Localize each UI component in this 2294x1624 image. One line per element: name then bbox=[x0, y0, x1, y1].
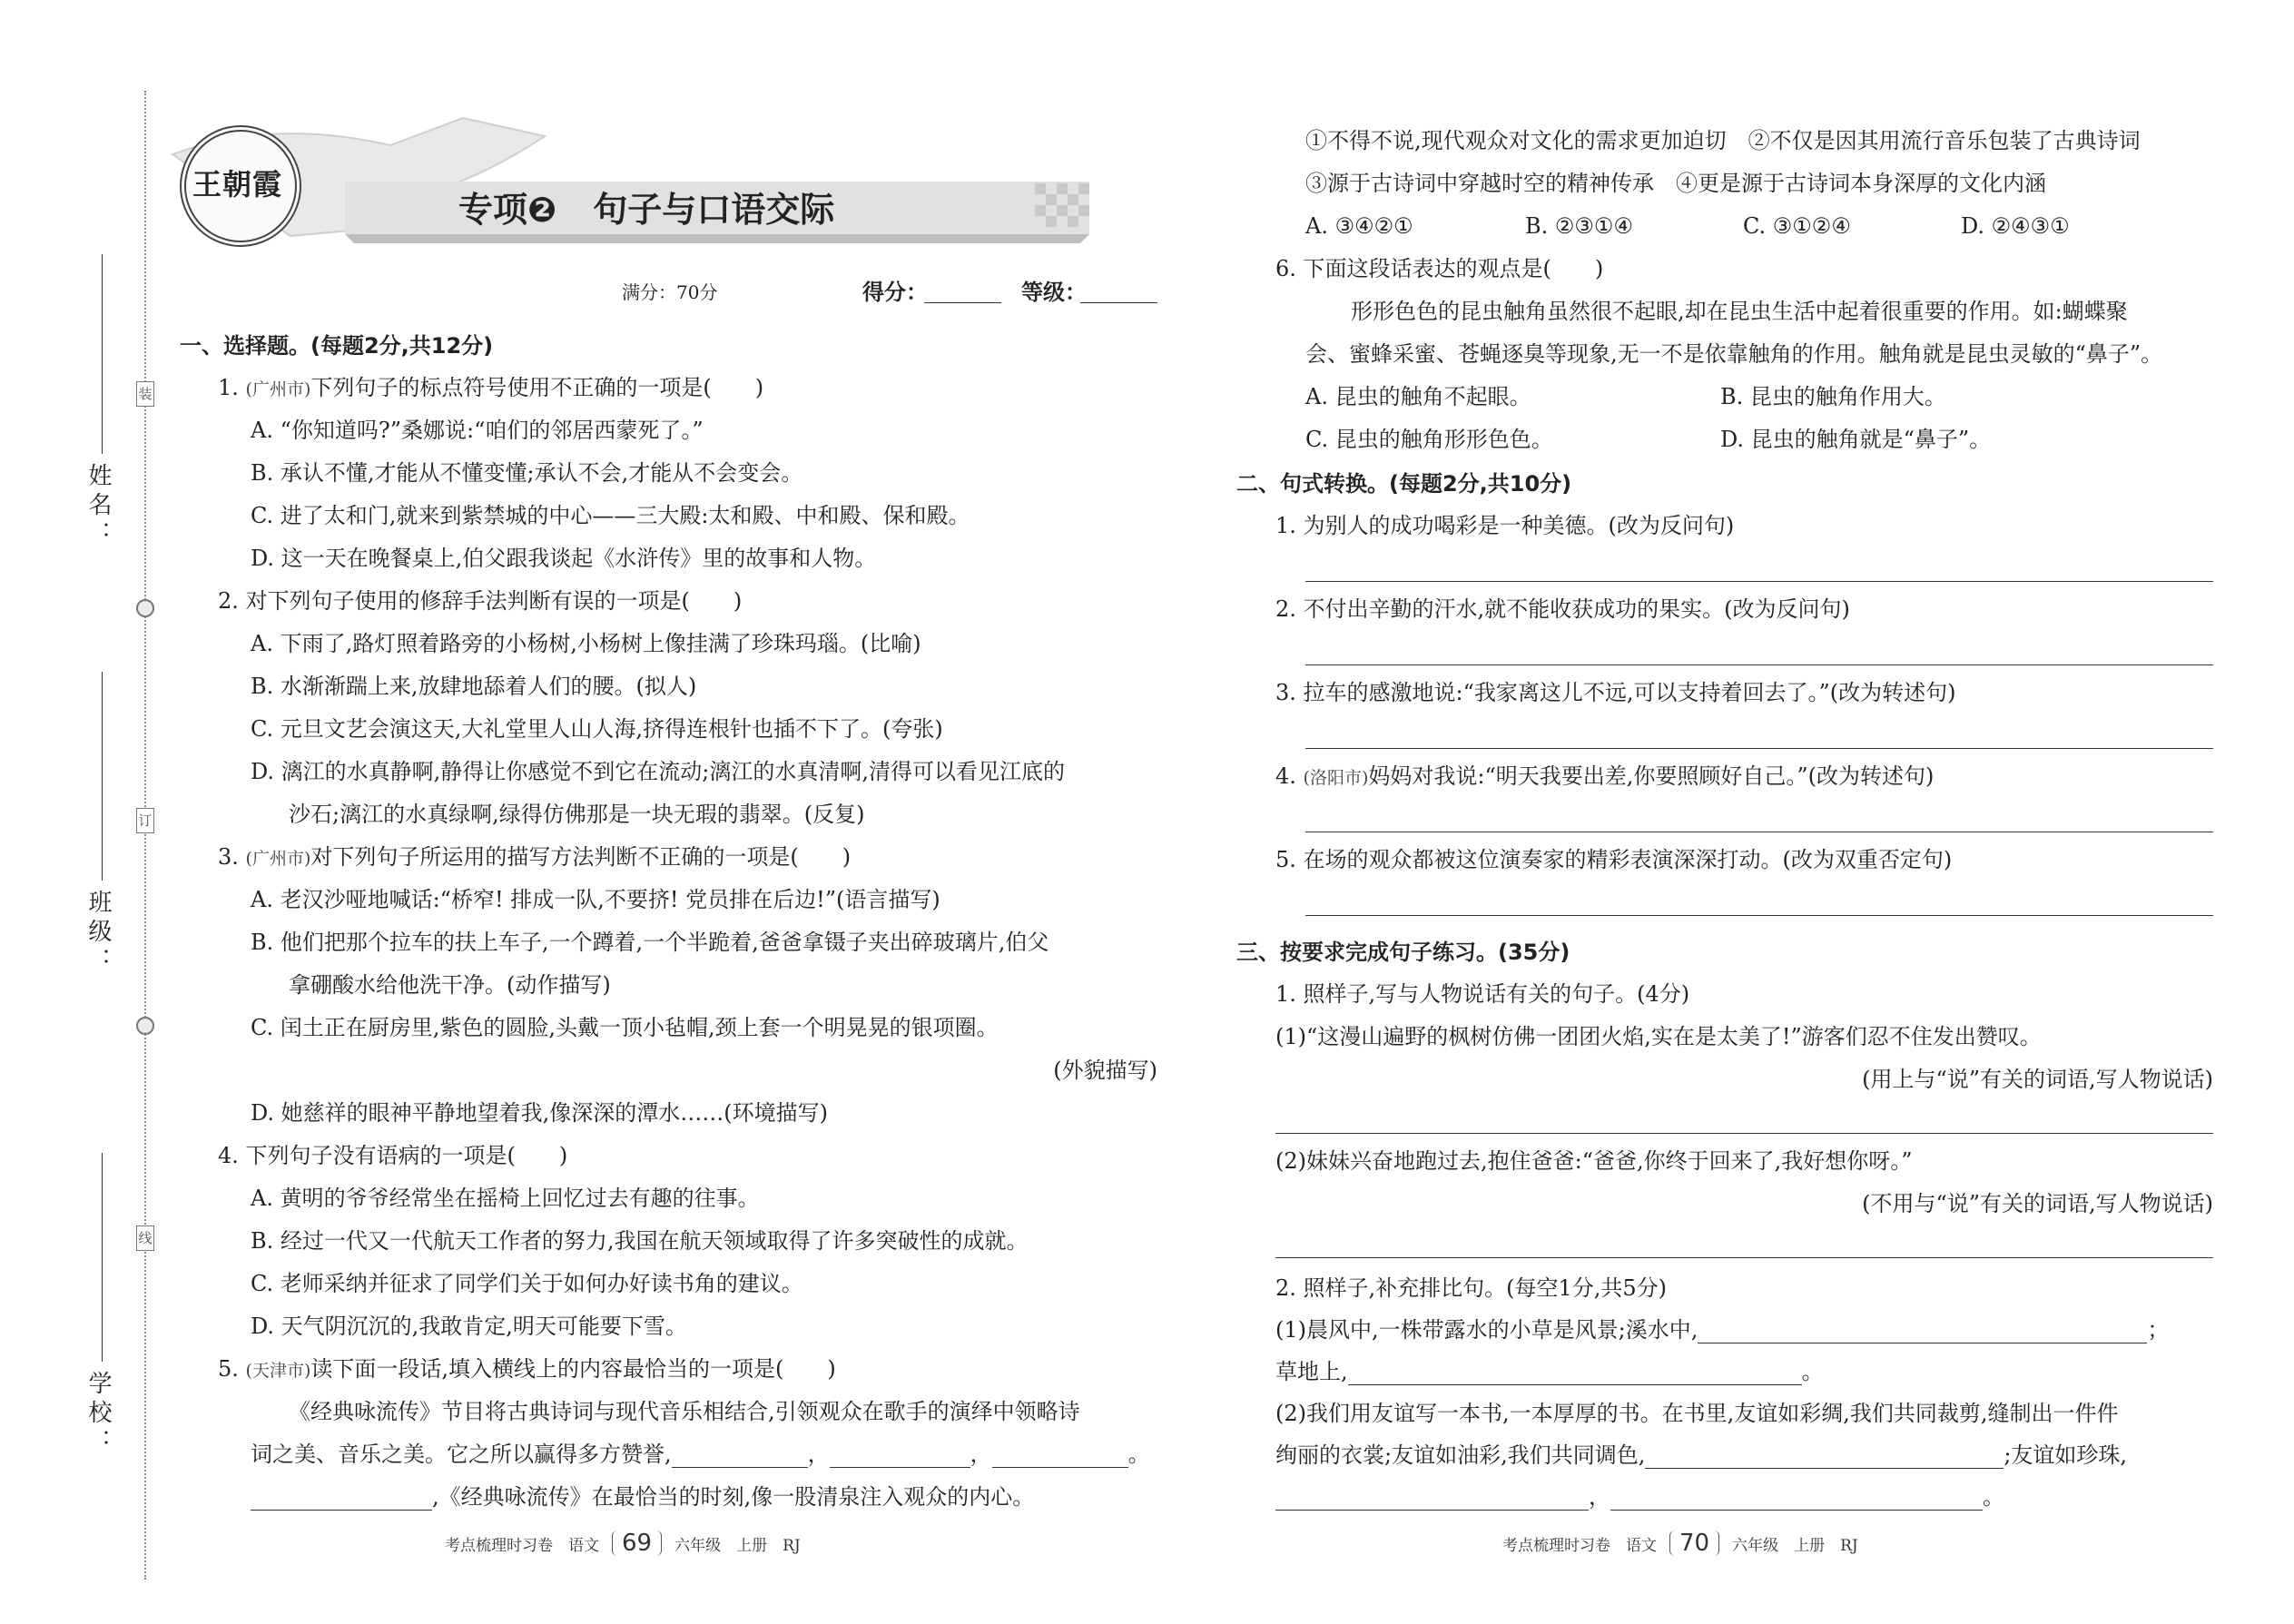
q2-option-d[interactable]: D. 漓江的水真静啊,静得让你感觉不到它在流动;漓江的水真清啊,清得可以看见江底的 bbox=[251, 759, 1065, 784]
q3-stem: 3. (广州市)对下列句子所运用的描写方法判断不正确的一项是( ) bbox=[218, 844, 852, 870]
q6-option-a[interactable]: A. 昆虫的触角不起眼。 bbox=[1305, 384, 1531, 409]
class-line[interactable] bbox=[102, 672, 103, 881]
q2-stem: 2. 对下列句子使用的修辞手法判断有误的一项是( ) bbox=[218, 588, 743, 614]
title-prefix: 专项 bbox=[458, 190, 528, 230]
q1-option-d[interactable]: D. 这一天在晚餐桌上,伯父跟我谈起《水浒传》里的故事和人物。 bbox=[251, 546, 877, 571]
q6-option-b[interactable]: B. 昆虫的触角作用大。 bbox=[1720, 384, 1946, 409]
q5-passage-line-3: ,《经典咏流传》在最恰当的时刻,像一股清泉注入观众的内心。 bbox=[251, 1483, 1034, 1511]
school-line[interactable] bbox=[102, 1153, 103, 1362]
dotted-cut-line bbox=[144, 91, 146, 1580]
s3-q2-blank-4[interactable] bbox=[1275, 1486, 1589, 1511]
q5-option-c[interactable]: C. ③①②④ bbox=[1743, 213, 1851, 239]
q1-option-c[interactable]: C. 进了太和门,就来到紫禁城的中心——三大殿:太和殿、中和殿、保和殿。 bbox=[251, 503, 970, 528]
s2-q4: 4. (洛阳市)妈妈对我说:“明天我要出差,你要照顾好自己。”(改为转述句) bbox=[1275, 763, 1935, 789]
s2-q4-source: (洛阳市) bbox=[1303, 768, 1369, 788]
score-blank[interactable] bbox=[924, 302, 1001, 303]
q5-option-b[interactable]: B. ②③①④ bbox=[1525, 213, 1633, 239]
q5-passage-line-2: 词之美、音乐之美。它之所以赢得多方赞誉, ， ， 。 bbox=[251, 1442, 1150, 1467]
grade-blank[interactable] bbox=[1080, 302, 1157, 303]
q3-option-b-cont: 拿硼酸水给他洗干净。(动作描写) bbox=[289, 972, 611, 998]
right-footer bbox=[1502, 1530, 1858, 1557]
q4-option-b[interactable]: B. 经过一代又一代航天工作者的努力,我国在航天领域取得了许多突破性的成就。 bbox=[251, 1228, 1029, 1254]
s2-q1-answer-line[interactable] bbox=[1305, 581, 2213, 582]
q5-option-a[interactable]: A. ③④②① bbox=[1305, 213, 1413, 239]
binding-mark-xian: 线 bbox=[136, 1225, 154, 1251]
q4-option-c[interactable]: C. 老师采纳并征求了同学们关于如何办好读书角的建议。 bbox=[251, 1271, 803, 1296]
q4-stem: 4. 下列句子没有语病的一项是( ) bbox=[218, 1143, 568, 1168]
q5-choice-line-2: ③源于古诗词中穿越时空的精神传承 ④更是源于古诗词本身深厚的文化内涵 bbox=[1305, 171, 2046, 196]
s2-q3: 3. 拉车的感激地说:“我家离这儿不远,可以支持着回去了。”(改为转述句) bbox=[1275, 680, 1956, 705]
binding-mark-zhuang: 装 bbox=[136, 381, 154, 407]
s3-q1: 1. 照样子,写与人物说话有关的句子。(4分) bbox=[1275, 981, 1690, 1007]
q6-stem: 6. 下面这段话表达的观点是( ) bbox=[1275, 256, 1604, 281]
s3-q1-example-1: (1)“这漫山遍野的枫树仿佛一团团火焰,实在是太美了!”游客们忍不住发出赞叹。 bbox=[1275, 1024, 2042, 1049]
left-page-number: 69 bbox=[612, 1530, 662, 1556]
s3-q2-item-2-cont: 绚丽的衣裳;友谊如油彩,我们共同调色, ;友谊如珍珠, bbox=[1275, 1442, 2128, 1468]
s3-q1-example-2: (2)妹妹兴奋地跑过去,抱住爸爸:“爸爸,你终于回来了,我好想你呀。” bbox=[1275, 1148, 1913, 1174]
s3-q2-item-1: (1)晨风中,一株带露水的小草是风景;溪水中, ； bbox=[1275, 1317, 2170, 1343]
logo-text: 王朝霞 bbox=[192, 167, 283, 202]
s3-q2-blank-2[interactable] bbox=[1348, 1361, 1802, 1385]
q6-passage-line-1: 形形色色的昆虫触角虽然很不起眼,却在昆虫生活中起着很重要的作用。如:蝴蝶聚 bbox=[1351, 299, 2128, 324]
q1-option-a[interactable]: A. “你知道吗?”桑娜说:“咱们的邻居西蒙死了。” bbox=[251, 418, 704, 443]
q3-option-a[interactable]: A. 老汉沙哑地喊话:“桥窄! 排成一队,不要挤! 党员排在后边!”(语言描写) bbox=[251, 887, 940, 912]
score-label: 得分： bbox=[862, 280, 928, 305]
q5-passage-line-1: 《经典咏流传》节目将古典诗词与现代音乐相结合,引领观众在歌手的演绎中领略诗 bbox=[289, 1399, 1080, 1424]
q5-blank-2[interactable] bbox=[830, 1443, 970, 1468]
binding-hole-1 bbox=[136, 599, 154, 617]
q2-option-a[interactable]: A. 下雨了,路灯照着路旁的小杨树,小杨树上像挂满了珍珠玛瑙。(比喻) bbox=[251, 631, 921, 656]
s2-q5: 5. 在场的观众都被这位演奏家的精彩表演深深打动。(改为双重否定句) bbox=[1275, 847, 1953, 872]
left-footer bbox=[445, 1530, 801, 1557]
s3-q1-answer-line-2[interactable] bbox=[1275, 1257, 2213, 1258]
right-footer-series: 考点梳理时习卷 语文 bbox=[1502, 1537, 1657, 1555]
s3-q2-item-2-cont2: ， 。 bbox=[1275, 1483, 2004, 1511]
q5-source: (天津市) bbox=[245, 1361, 311, 1381]
q6-option-d[interactable]: D. 昆虫的触角就是“鼻子”。 bbox=[1720, 427, 1992, 452]
q5-blank-4[interactable] bbox=[251, 1486, 432, 1511]
s2-q5-answer-line[interactable] bbox=[1305, 915, 2213, 916]
q5-stem: 5. (天津市)读下面一段话,填入横线上的内容最恰当的一项是( ) bbox=[218, 1356, 836, 1382]
q2-option-b[interactable]: B. 水渐渐踹上来,放肆地舔着人们的腰。(拟人) bbox=[251, 674, 697, 699]
s2-q3-answer-line[interactable] bbox=[1305, 748, 2213, 749]
title-text: 句子与口语交际 bbox=[593, 190, 835, 230]
left-footer-grade: 六年级 上册 RJ bbox=[674, 1537, 801, 1555]
s2-q1: 1. 为别人的成功喝彩是一种美德。(改为反问句) bbox=[1275, 513, 1735, 538]
q3-option-d[interactable]: D. 她慈祥的眼神平静地望着我,像深深的潭水……(环境描写) bbox=[251, 1100, 828, 1126]
binding-hole-2 bbox=[136, 1017, 154, 1035]
s2-q2-answer-line[interactable] bbox=[1305, 664, 2213, 665]
q2-option-c[interactable]: C. 元旦文艺会演这天,大礼堂里人山人海,挤得连根针也插不下了。(夸张) bbox=[251, 716, 943, 742]
name-label: 姓名： bbox=[84, 463, 112, 550]
q6-option-c[interactable]: C. 昆虫的触角形形色色。 bbox=[1305, 427, 1553, 452]
q5-choice-line-1: ①不得不说,现代观众对文化的需求更加迫切 ②不仅是因其用流行音乐包装了古典诗词 bbox=[1305, 128, 2141, 153]
right-page-number: 70 bbox=[1669, 1530, 1719, 1556]
title-number-icon: ❷ bbox=[527, 190, 557, 230]
section-3-heading: 三、按要求完成句子练习。(35分) bbox=[1236, 940, 1570, 965]
full-score: 满分：70分 bbox=[622, 281, 718, 303]
q3-option-b[interactable]: B. 他们把那个拉车的扶上车子,一个蹲着,一个半跪着,爸爸拿镊子夹出碎玻璃片,伯父 bbox=[251, 930, 1049, 955]
q1-source: (广州市) bbox=[245, 379, 311, 399]
q5-option-d[interactable]: D. ②④③① bbox=[1961, 213, 2070, 239]
s3-q1-answer-line-1[interactable] bbox=[1275, 1133, 2213, 1134]
s3-q1-req-1: (用上与“说”有关的词语,写人物说话) bbox=[1862, 1067, 2213, 1092]
s3-q2-blank-1[interactable] bbox=[1698, 1319, 2147, 1343]
class-label: 班级： bbox=[84, 890, 112, 977]
q5-blank-3[interactable] bbox=[992, 1443, 1128, 1468]
s2-q2: 2. 不付出辛勤的汗水,就不能收获成功的果实。(改为反问句) bbox=[1275, 596, 1850, 622]
q2-option-d-cont: 沙石;漓江的水真绿啊,绿得仿佛那是一块无瑕的翡翠。(反复) bbox=[289, 802, 865, 827]
s3-q2-item-2: (2)我们用友谊写一本书,一本厚厚的书。在书里,友谊如彩绸,我们共同裁剪,缝制出一件件 bbox=[1275, 1401, 2119, 1426]
binding-mark-ding: 订 bbox=[136, 808, 154, 833]
q4-option-d[interactable]: D. 天气阴沉沉的,我敢肯定,明天可能要下雪。 bbox=[251, 1314, 687, 1339]
s3-q2-item-1-cont: 草地上, 。 bbox=[1275, 1359, 1824, 1384]
name-line[interactable] bbox=[102, 254, 103, 454]
q3-source: (广州市) bbox=[245, 849, 311, 869]
right-footer-grade: 六年级 上册 RJ bbox=[1732, 1537, 1858, 1555]
q5-blank-1[interactable] bbox=[672, 1443, 808, 1468]
page-title bbox=[458, 182, 834, 231]
s3-q2: 2. 照样子,补充排比句。(每空1分,共5分) bbox=[1275, 1275, 1668, 1301]
s3-q1-req-2: (不用与“说”有关的词语,写人物说话) bbox=[1862, 1191, 2213, 1216]
school-label: 学校： bbox=[84, 1371, 112, 1458]
q1-option-b[interactable]: B. 承认不懂,才能从不懂变懂;承认不会,才能从不会变会。 bbox=[251, 460, 803, 486]
left-footer-series: 考点梳理时习卷 语文 bbox=[445, 1537, 599, 1555]
s3-q2-blank-5[interactable] bbox=[1610, 1486, 1983, 1511]
s3-q2-blank-3[interactable] bbox=[1645, 1444, 2004, 1469]
grade-label: 等级： bbox=[1021, 280, 1087, 305]
q1-stem: 1. (广州市)下列句子的标点符号使用不正确的一项是( ) bbox=[218, 375, 764, 400]
q4-option-a[interactable]: A. 黄明的爷爷经常坐在摇椅上回忆过去有趣的往事。 bbox=[251, 1186, 760, 1211]
q6-passage-line-2: 会、蜜蜂采蜜、苍蝇逐臭等现象,无一不是依靠触角的作用。触角就是昆虫灵敏的“鼻子”。 bbox=[1305, 341, 2163, 367]
q3-option-c-cont: (外貌描写) bbox=[1053, 1058, 1157, 1083]
section-1-heading: 一、选择题。(每题2分,共12分) bbox=[180, 333, 494, 359]
binding-margin bbox=[54, 91, 163, 1589]
section-2-heading: 二、句式转换。(每题2分,共10分) bbox=[1236, 471, 1572, 497]
q3-option-c[interactable]: C. 闰土正在厨房里,紫色的圆脸,头戴一顶小毡帽,颈上套一个明晃晃的银项圈。 bbox=[251, 1015, 999, 1040]
